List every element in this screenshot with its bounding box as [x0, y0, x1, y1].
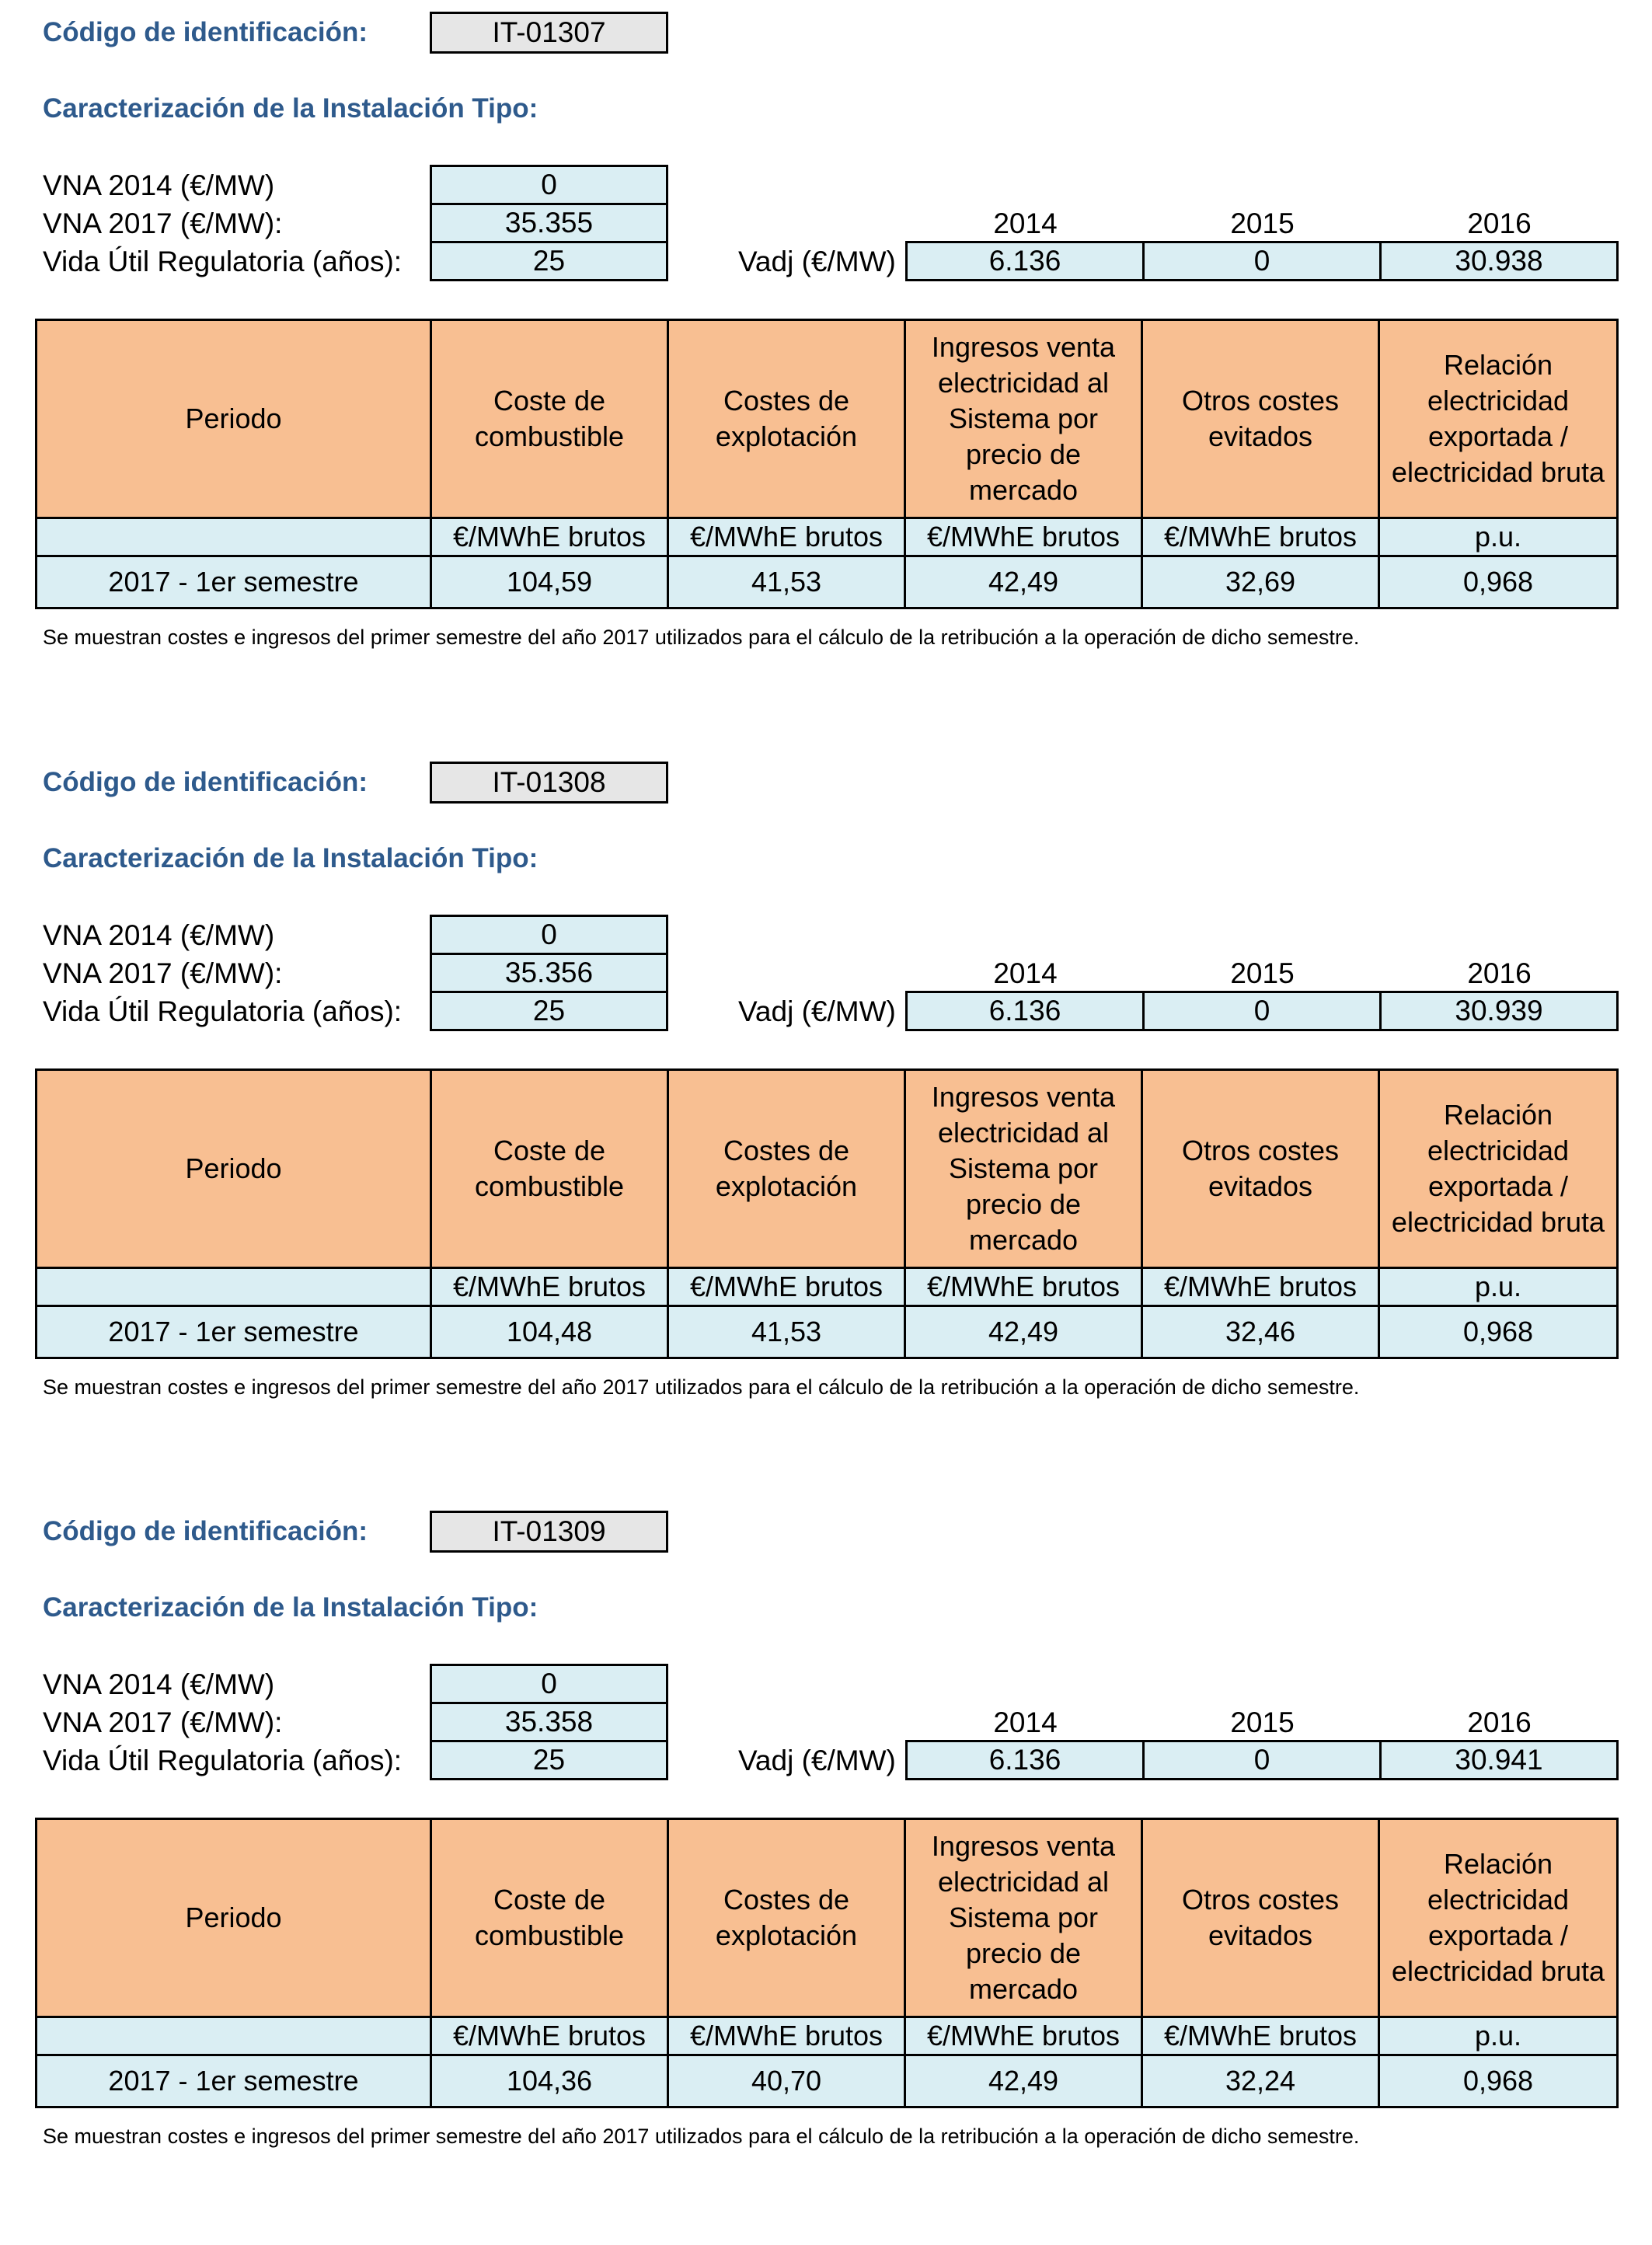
- unit-empty-cell: [35, 1267, 432, 1307]
- unit-cell: €/MWhE brutos: [904, 1267, 1143, 1307]
- vadj-2016-value: 30.938: [1379, 241, 1619, 281]
- ingresos-value: 42,49: [904, 2054, 1143, 2108]
- caracterizacion-heading: Caracterización de la Instalación Tipo:: [43, 1592, 538, 1623]
- col-combustible-header: Coste de combustible: [430, 1068, 669, 1269]
- vida-util-label: Vida Útil Regulatoria (años):: [43, 246, 403, 277]
- caracterizacion-heading: Caracterización de la Instalación Tipo:: [43, 843, 538, 873]
- year-2015: 2015: [1230, 207, 1295, 239]
- year-2016: 2016: [1467, 1706, 1532, 1738]
- unit-cell: €/MWhE brutos: [667, 1267, 906, 1307]
- col-otros-header: Otros costes evitados: [1141, 1068, 1380, 1269]
- col-combustible-header: Coste de combustible: [430, 319, 669, 519]
- vida-util-label: Vida Útil Regulatoria (años):: [43, 1745, 403, 1776]
- col-periodo-header: Periodo: [35, 1818, 432, 2018]
- vna2014-label: VNA 2014 (€/MW): [43, 919, 275, 951]
- col-relacion-header: Relación electricidad exportada / electricidad bruta: [1378, 1818, 1619, 2018]
- otros-value: 32,69: [1141, 555, 1380, 609]
- vna2017-value: 35.356: [430, 953, 668, 993]
- explotacion-value: 41,53: [667, 555, 906, 609]
- combustible-value: 104,36: [430, 2054, 669, 2108]
- vida-util-label: Vida Útil Regulatoria (años):: [43, 995, 403, 1027]
- col-combustible-header: Coste de combustible: [430, 1818, 669, 2018]
- year-2014: 2014: [993, 1706, 1058, 1738]
- codigo-label: Código de identificación:: [43, 1516, 368, 1546]
- col-ingresos-header: Ingresos venta electricidad al Sistema por precio de mercado: [904, 1068, 1143, 1269]
- vna2014-label: VNA 2014 (€/MW): [43, 169, 275, 201]
- vida-util-value: 25: [430, 991, 668, 1031]
- col-otros-header: Otros costes evitados: [1141, 1818, 1380, 2018]
- combustible-value: 104,59: [430, 555, 669, 609]
- unit-cell: €/MWhE brutos: [667, 2016, 906, 2056]
- year-2016: 2016: [1467, 957, 1532, 989]
- footnote: Se muestran costes e ingresos del primer semestre del año 2017 utilizados para el cálculo de la retribución a la operación de dicho semestre.: [43, 626, 1360, 649]
- vadj-2014-value: 6.136: [905, 241, 1145, 281]
- col-explotacion-header: Costes de explotación: [667, 1818, 906, 2018]
- unit-pu-cell: p.u.: [1378, 1267, 1619, 1307]
- vadj-2016-value: 30.939: [1379, 991, 1619, 1031]
- year-2015: 2015: [1230, 1706, 1295, 1738]
- unit-cell: €/MWhE brutos: [1141, 517, 1380, 557]
- year-2014: 2014: [993, 957, 1058, 989]
- periodo-value: 2017 - 1er semestre: [35, 1305, 432, 1359]
- relacion-value: 0,968: [1378, 2054, 1619, 2108]
- vadj-2014-value: 6.136: [905, 1740, 1145, 1780]
- col-ingresos-header: Ingresos venta electricidad al Sistema por precio de mercado: [904, 319, 1143, 519]
- periodo-value: 2017 - 1er semestre: [35, 555, 432, 609]
- year-2015: 2015: [1230, 957, 1295, 989]
- code-field: IT-01307: [430, 12, 668, 54]
- col-periodo-header: Periodo: [35, 319, 432, 519]
- col-explotacion-header: Costes de explotación: [667, 1068, 906, 1269]
- vna2014-value: 0: [430, 915, 668, 955]
- vadj-label: Vadj (€/MW): [738, 1745, 896, 1776]
- caracterizacion-heading: Caracterización de la Instalación Tipo:: [43, 93, 538, 124]
- vadj-2014-value: 6.136: [905, 991, 1145, 1031]
- ingresos-value: 42,49: [904, 1305, 1143, 1359]
- explotacion-value: 40,70: [667, 2054, 906, 2108]
- vna2017-label: VNA 2017 (€/MW):: [43, 207, 283, 239]
- unit-cell: €/MWhE brutos: [430, 517, 669, 557]
- codigo-label: Código de identificación:: [43, 17, 368, 47]
- relacion-value: 0,968: [1378, 1305, 1619, 1359]
- col-relacion-header: Relación electricidad exportada / electricidad bruta: [1378, 319, 1619, 519]
- vadj-2015-value: 0: [1142, 991, 1382, 1031]
- unit-empty-cell: [35, 517, 432, 557]
- unit-cell: €/MWhE brutos: [1141, 2016, 1380, 2056]
- col-ingresos-header: Ingresos venta electricidad al Sistema por precio de mercado: [904, 1818, 1143, 2018]
- codigo-label: Código de identificación:: [43, 767, 368, 797]
- vadj-2015-value: 0: [1142, 241, 1382, 281]
- vna2014-label: VNA 2014 (€/MW): [43, 1668, 275, 1700]
- footnote: Se muestran costes e ingresos del primer semestre del año 2017 utilizados para el cálculo de la retribución a la operación de dicho semestre.: [43, 1375, 1360, 1399]
- installation-block: [0, 1499, 1652, 2245]
- unit-pu-cell: p.u.: [1378, 517, 1619, 557]
- vna2017-value: 35.358: [430, 1702, 668, 1742]
- unit-cell: €/MWhE brutos: [1141, 1267, 1380, 1307]
- year-2014: 2014: [993, 207, 1058, 239]
- unit-cell: €/MWhE brutos: [904, 2016, 1143, 2056]
- unit-cell: €/MWhE brutos: [430, 1267, 669, 1307]
- unit-pu-cell: p.u.: [1378, 2016, 1619, 2056]
- unit-cell: €/MWhE brutos: [430, 2016, 669, 2056]
- otros-value: 32,24: [1141, 2054, 1380, 2108]
- otros-value: 32,46: [1141, 1305, 1380, 1359]
- year-2016: 2016: [1467, 207, 1532, 239]
- installation-block: [0, 750, 1652, 1496]
- col-otros-header: Otros costes evitados: [1141, 319, 1380, 519]
- code-field: IT-01308: [430, 762, 668, 804]
- unit-cell: €/MWhE brutos: [904, 517, 1143, 557]
- combustible-value: 104,48: [430, 1305, 669, 1359]
- vadj-label: Vadj (€/MW): [738, 246, 896, 277]
- unit-empty-cell: [35, 2016, 432, 2056]
- vadj-2016-value: 30.941: [1379, 1740, 1619, 1780]
- footnote: Se muestran costes e ingresos del primer semestre del año 2017 utilizados para el cálculo de la retribución a la operación de dicho semestre.: [43, 2125, 1360, 2148]
- vida-util-value: 25: [430, 1740, 668, 1780]
- explotacion-value: 41,53: [667, 1305, 906, 1359]
- vna2014-value: 0: [430, 165, 668, 205]
- installation-block: [0, 0, 1652, 746]
- ingresos-value: 42,49: [904, 555, 1143, 609]
- vadj-2015-value: 0: [1142, 1740, 1382, 1780]
- periodo-value: 2017 - 1er semestre: [35, 2054, 432, 2108]
- col-explotacion-header: Costes de explotación: [667, 319, 906, 519]
- unit-cell: €/MWhE brutos: [667, 517, 906, 557]
- vadj-label: Vadj (€/MW): [738, 995, 896, 1027]
- col-relacion-header: Relación electricidad exportada / electricidad bruta: [1378, 1068, 1619, 1269]
- code-field: IT-01309: [430, 1511, 668, 1553]
- vida-util-value: 25: [430, 241, 668, 281]
- col-periodo-header: Periodo: [35, 1068, 432, 1269]
- relacion-value: 0,968: [1378, 555, 1619, 609]
- vna2017-label: VNA 2017 (€/MW):: [43, 957, 283, 989]
- vna2017-value: 35.355: [430, 203, 668, 243]
- vna2014-value: 0: [430, 1664, 668, 1704]
- vna2017-label: VNA 2017 (€/MW):: [43, 1706, 283, 1738]
